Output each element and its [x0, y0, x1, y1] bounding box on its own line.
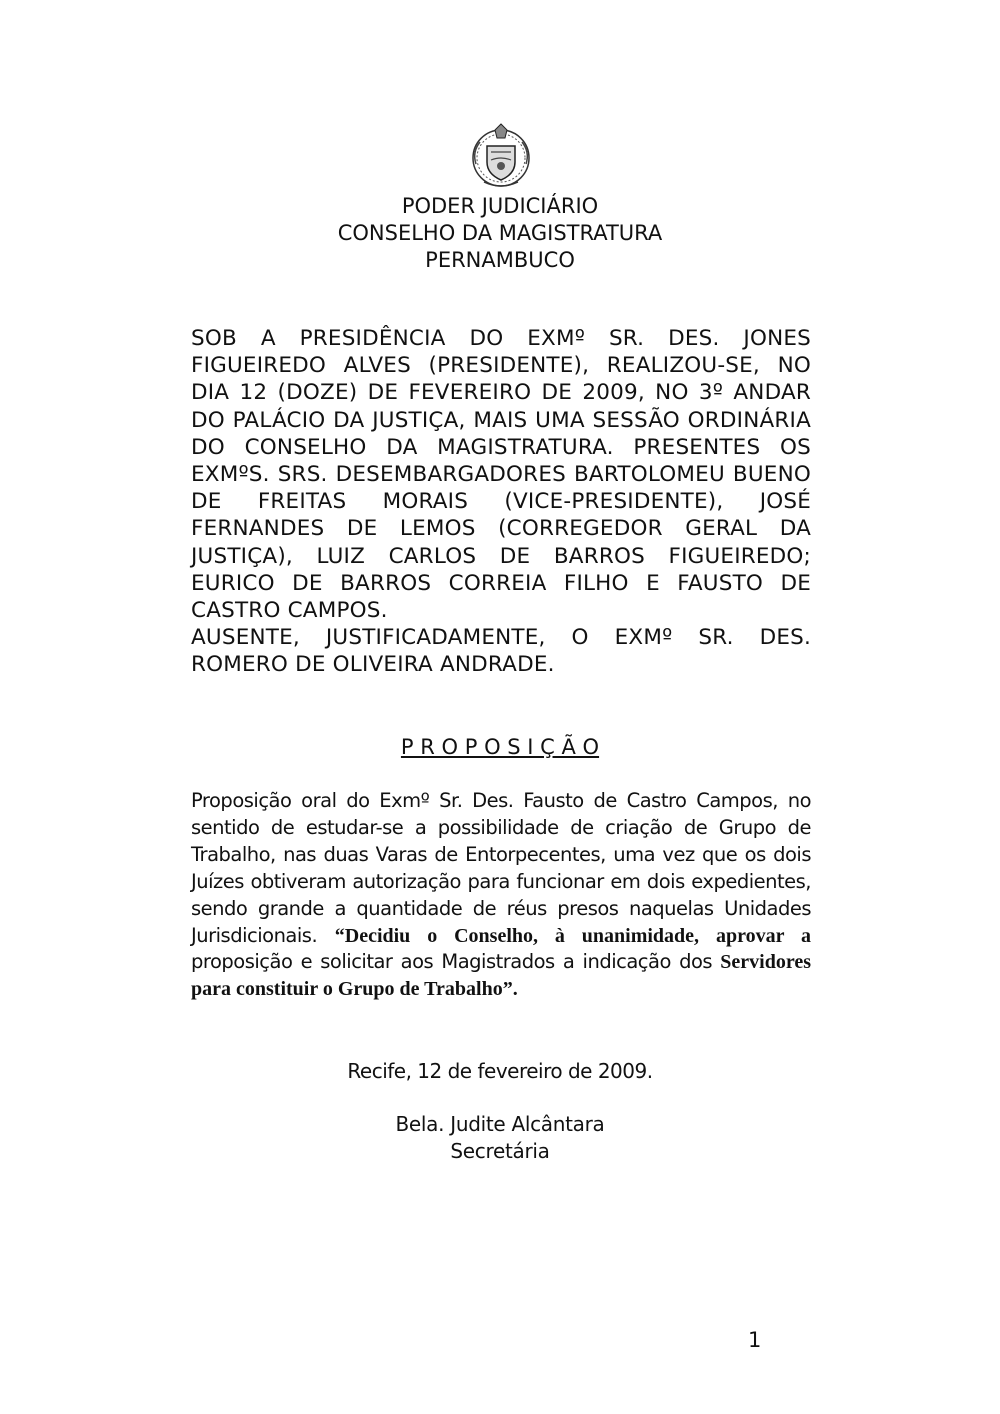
coat-of-arms-icon [470, 122, 532, 190]
session-minutes [191, 325, 811, 679]
decision-text: proposição e solicitar aos Magistrados a indicação dos [191, 950, 713, 974]
session-attendance-paragraph: SOB A PRESIDÊNCIA DO EXMº SR. DES. JONES FIGUEIREDO ALVES (PRESIDENTE), REALIZOU-SE, NO DIA 12 (DOZE) DE FEVEREIRO DE 2009, NO 3º ANDAR DO PALÁCIO DA JUSTIÇA, MAIS UMA SESSÃO ORDINÁRIA DO CONSELHO DA MAGISTRATURA. PRESENTES OS EXMºS. SRS. DESEMBARGADORES BARTOLOMEU BUENO DE FREITAS MORAIS (VICE-PRESIDENTE), JOSÉ FERNANDES DE LEMOS (CORREGEDOR GERAL DA JUSTIÇA), LUIZ CARLOS DE BARROS FIGUEIREDO; EURICO DE BARROS CORREIA FILHO E FAUSTO DE CASTRO CAMPOS. [191, 326, 811, 624]
header-line-council: CONSELHO DA MAGISTRATURA [337, 221, 663, 245]
decision-text-bold: “Decidiu o Conselho, à unanimidade, aprovar a [334, 924, 811, 947]
header-line-state: PERNAMBUCO [425, 248, 575, 272]
signer-name: Bela. Judite Alcântara [395, 1112, 605, 1136]
signature-block [0, 1111, 1000, 1165]
date-line: Recife, 12 de fevereiro de 2009. [347, 1059, 653, 1083]
document-header [0, 193, 1000, 274]
proposal-text: Proposição oral do Exmº Sr. Des. Fausto de Castro Campos, no sentido de estudar-se a possibilidade de criação de Grupo de Trabalho, nas duas Varas de Entorpecentes, uma vez que os dois Juízes obtiveram autorização para funcionar em dois expedientes, sendo grande a quantidade de réus presos naquelas Unidades Jurisdicionais. [191, 789, 811, 947]
session-absence-paragraph: AUSENTE, JUSTIFICADAMENTE, O EXMº SR. DES. ROMERO DE OLIVEIRA ANDRADE. [191, 625, 811, 678]
decision-text-bold-end: Servidores para constituir o Grupo de Trabalho”. [191, 951, 811, 1001]
proposal-paragraph [191, 788, 811, 1003]
page-number: 1 [748, 1328, 762, 1352]
header-line-judiciary: PODER JUDICIÁRIO [401, 194, 599, 218]
signer-title: Secretária [450, 1139, 550, 1163]
section-title: P R O P O S I Ç Ã O [400, 735, 600, 759]
